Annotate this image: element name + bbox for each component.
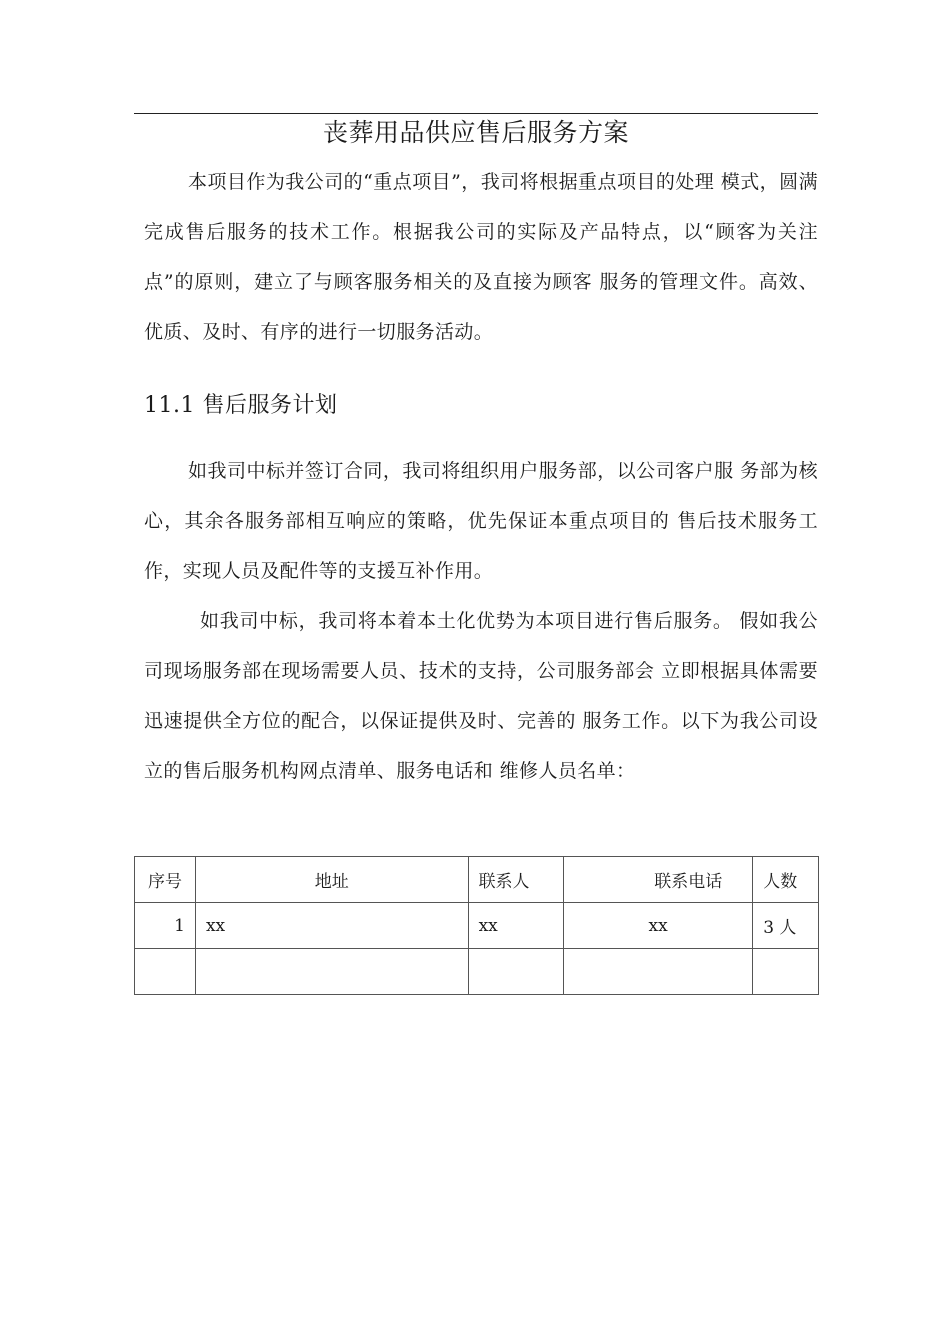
header-phone: 联系电话 (564, 857, 753, 903)
cell-index (135, 949, 196, 995)
header-contact: 联系人 (468, 857, 564, 903)
cell-address (195, 949, 468, 995)
intro-paragraph: 本项目作为我公司的“重点项目”，我司将根据重点项目的处理 模式，圆满完成售后服务的技术工作。根据我公司的实际及产品特点，以“顾客为关注点”的原则，建立了与顾客服务相关的及直接为顾客 服务的管理文件。高效、优质、及时、有序的进行一切服务活动。 (144, 171, 818, 343)
cell-index: 1 (135, 903, 196, 949)
service-network-table (134, 856, 819, 995)
header-address: 地址 (195, 857, 468, 903)
header-index: 序号 (135, 857, 196, 903)
header-count: 人数 (753, 857, 819, 903)
cell-contact: xx (468, 903, 564, 949)
cell-count: 3 人 (753, 903, 819, 949)
section-heading: 11.1 售后服务计划 (144, 393, 338, 418)
table-header-row (135, 857, 819, 903)
document-title: 丧葬用品供应售后服务方案 (322, 118, 629, 147)
table-row (135, 949, 819, 995)
cell-phone (564, 949, 753, 995)
table-row (135, 903, 819, 949)
cell-contact (468, 949, 564, 995)
paragraph-service-plan: 如我司中标并签订合同，我司将组织用户服务部，以公司客户服 务部为核心，其余各服务部相互响应的策略，优先保证本重点项目的 售后技术服务工作，实现人员及配件等的支援互补作用。 (144, 460, 818, 582)
paragraph-local-service: 如我司中标，我司将本着本土化优势为本项目进行售后服务。 假如我公司现场服务部在现场需要人员、技术的支持，公司服务部会 立即根据具体需要迅速提供全方位的配合，以保证提供及时、完善的 服务工作。以下为我公司设立的售后服务机构网点清单、服务电话和 维修人员名单： (144, 610, 818, 782)
header-rule (134, 113, 818, 114)
cell-address: xx (195, 903, 468, 949)
cell-count (753, 949, 819, 995)
cell-phone: xx (564, 903, 753, 949)
